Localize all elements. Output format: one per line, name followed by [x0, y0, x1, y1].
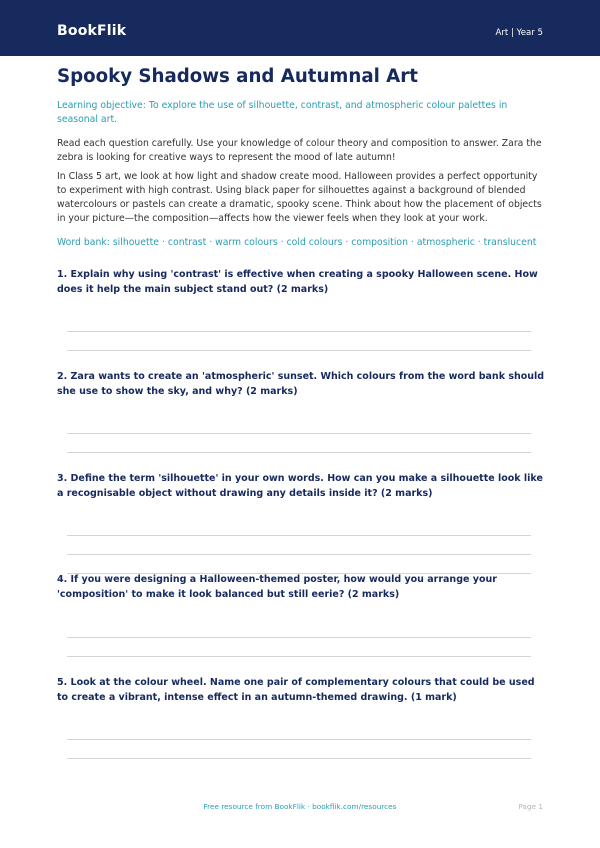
answer-line[interactable]	[67, 637, 531, 638]
answer-line[interactable]	[67, 758, 531, 759]
brand-logo: BookFlik	[57, 23, 127, 39]
question-1: 1. Explain why using 'contrast' is effective when creating a spooky Halloween scene. How does it help the main subject stand out? (2 marks)	[57, 269, 538, 295]
answer-line[interactable]	[67, 554, 531, 555]
answer-line[interactable]	[67, 739, 531, 740]
question-4: 4. If you were designing a Halloween-themed poster, how would you arrange your 'composition' to make it look balanced but still eerie? (2 marks)	[57, 574, 497, 600]
instructions-paragraph: Read each question carefully. Use your knowledge of colour theory and composition to answer. Zara the zebra is looking for creative ways to represent the mood of late autumn!	[57, 138, 542, 163]
learning-objective: Learning objective: To explore the use of silhouette, contrast, and atmospheric colour palettes in seasonal art.	[57, 100, 508, 125]
answer-line[interactable]	[67, 656, 531, 657]
answer-line[interactable]	[67, 433, 531, 434]
answer-line[interactable]	[67, 350, 531, 351]
context-paragraph: In Class 5 art, we look at how light and shadow create mood. Halloween provides a perfect opportunity to experiment with high contrast. Using black paper for silhouettes against a background of blended watercolours or pastels can create a dramatic, spooky scene. Think about how the placement of objects in your picture—the composition—affects how the viewer feels when they look at your work.	[57, 171, 542, 224]
answer-line[interactable]	[67, 452, 531, 453]
subject-year-label: Art | Year 5	[495, 28, 543, 38]
footer-text: Free resource from BookFlik · bookflik.com/resources	[203, 802, 397, 811]
question-3: 3. Define the term 'silhouette' in your own words. How can you make a silhouette look like a recognisable object without drawing any details inside it? (2 marks)	[57, 473, 543, 499]
page-header	[0, 0, 600, 56]
question-2: 2. Zara wants to create an 'atmospheric' sunset. Which colours from the word bank should she use to show the sky, and why? (2 marks)	[57, 371, 545, 397]
question-5: 5. Look at the colour wheel. Name one pair of complementary colours that could be used to create a vibrant, intense effect in an autumn-themed drawing. (1 mark)	[57, 677, 535, 703]
word-bank: Word bank: silhouette · contrast · warm colours · cold colours · composition · atmospheric · translucent	[57, 237, 537, 248]
answer-line[interactable]	[67, 535, 531, 536]
worksheet-title: Spooky Shadows and Autumnal Art	[57, 66, 418, 87]
answer-line[interactable]	[67, 331, 531, 332]
page-number: Page 1	[518, 802, 543, 811]
